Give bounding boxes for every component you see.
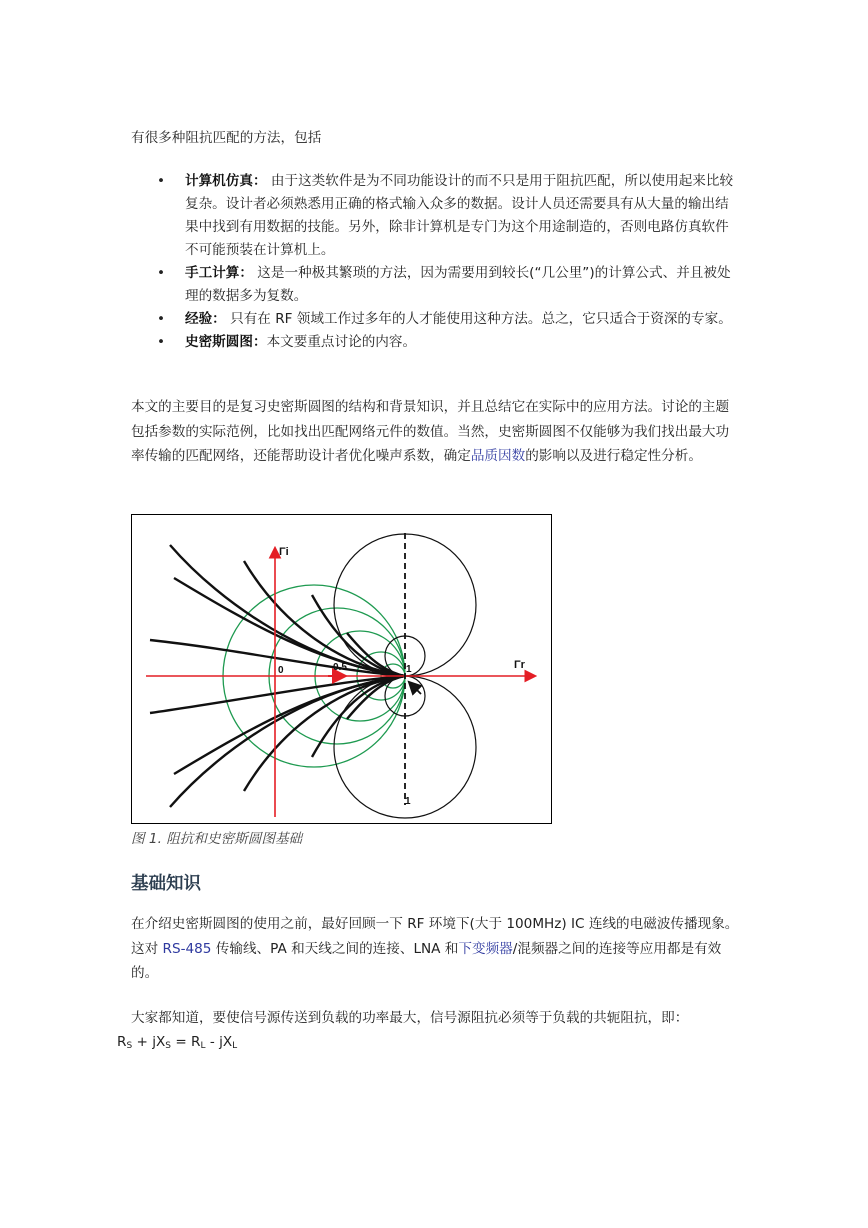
list-item	[131, 331, 741, 354]
bullet-icon: •	[157, 173, 166, 189]
bullet-icon: •	[157, 311, 166, 327]
method-title: 计算机仿真：	[185, 173, 267, 189]
method-title: 手工计算：	[185, 265, 253, 281]
method-title: 史密斯圆图：	[185, 334, 267, 350]
pointer-arrow	[410, 683, 421, 694]
paragraph-intro-basics	[131, 912, 741, 986]
paragraph-text: 本文的主要目的是复习史密斯圆图的结构和背景知识，并且总结它在实际中的应用方法。讨论的主题包括参数的实际范例，比如找出匹配网络元件的数值。当然，史密斯圆图不仅能够为我们找出最大功率传输的匹配网络，还能帮助设计者优化噪声系数，确定	[131, 399, 730, 464]
section-heading: 基础知识	[131, 874, 201, 894]
smith-chart-svg	[132, 515, 551, 823]
intro-text: 有很多种阻抗匹配的方法，包括	[131, 130, 322, 146]
method-text: 只有在 RF 领域工作过多年的人才能使用这种方法。总之，它只适合于资深的专家。	[225, 311, 732, 327]
impedance-curve	[244, 676, 405, 791]
impedance-curve	[244, 561, 405, 676]
bullet-icon: •	[157, 334, 166, 350]
paragraph-purpose	[131, 395, 741, 469]
paragraph-power-transfer	[117, 1006, 741, 1058]
paragraph-text: 传输线、PA 和天线之间的连接、LNA 和	[211, 940, 459, 957]
quality-factor-link[interactable]: 品质因数	[470, 448, 526, 464]
gamma-i-label: Γi	[279, 546, 289, 558]
paragraph-text: 大家都知道，要使信号源传送到负载的功率最大，信号源阻抗必须等于负载的共轭阻抗，即：	[131, 1010, 689, 1026]
gamma-r-label: Γr	[514, 659, 525, 671]
paragraph-text: /混频器之间的连接等应用都是有效的。	[131, 940, 722, 981]
conjugate-equation: $R_S + jX_S = R_L - jX_L$	[117, 1034, 238, 1051]
paragraph-text: 在介绍史密斯圆图的使用之前，最好回顾一下 RF 环境下(大于 100MHz) IC 连线的电磁波传播现象。这对	[131, 916, 739, 957]
bullet-icon: •	[157, 265, 166, 281]
tick-label-1-bottom: 1	[405, 796, 411, 807]
tick-label-05: 0.5	[333, 662, 347, 673]
method-text: 本文要重点讨论的内容。	[266, 334, 417, 350]
method-list	[131, 170, 741, 354]
downconverter-link[interactable]: 下变频器	[458, 940, 513, 957]
list-item	[131, 170, 741, 262]
paragraph-text: 的影响以及进行稳定性分析。	[525, 448, 702, 464]
figure-caption: 图 1. 阻抗和史密斯圆图基础	[131, 831, 303, 847]
list-item	[131, 262, 741, 308]
tick-label-1: 1	[406, 664, 412, 675]
method-title: 经验：	[185, 311, 226, 327]
tick-label-0: 0	[278, 665, 284, 676]
method-text: 由于这类软件是为不同功能设计的而不只是用于阻抗匹配，所以使用起来比较复杂。设计者必须熟悉用正确的格式输入众多的数据。设计人员还需要具有从大量的输出结果中找到有用数据的技能。另外，除非计算机是专门为这个用途制造的，否则电路仿真软件不可能预装在计算机上。	[185, 173, 734, 258]
list-item	[131, 308, 741, 331]
method-text: 这是一种极其繁琐的方法，因为需要用到较长(“几公里”)的计算公式、并且被处理的数据多为复数。	[185, 265, 731, 304]
smith-chart-figure	[131, 514, 552, 824]
rs485-link[interactable]: RS-485	[162, 940, 212, 957]
